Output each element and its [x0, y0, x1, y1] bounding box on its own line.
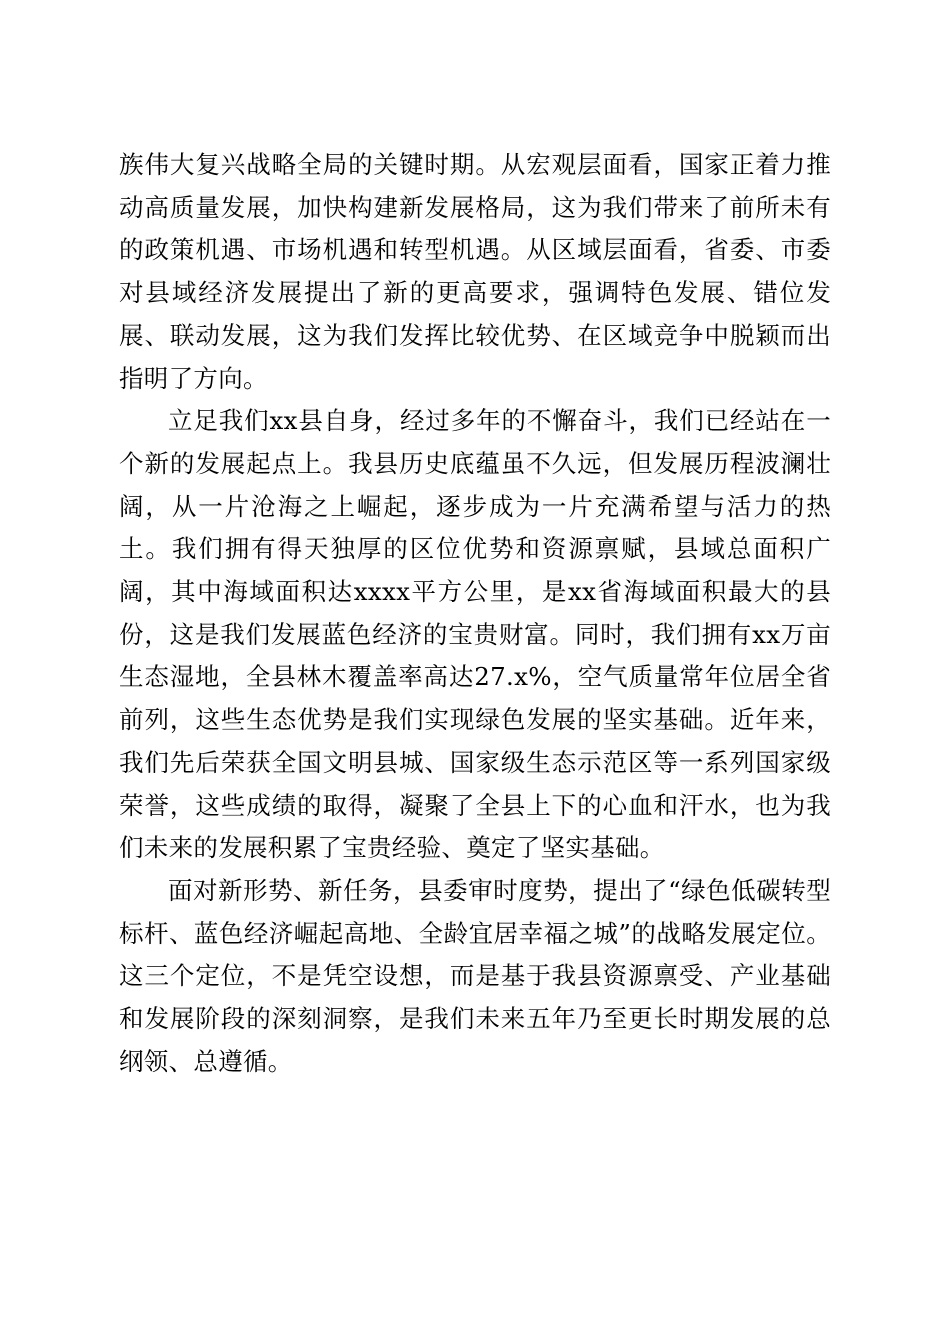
body-text: [119, 144, 831, 1083]
paragraph-county-overview: 立足我们xx县自身，经过多年的不懈奋斗，我们已经站在一个新的发展起点上。我县历史底蕴虽不久远，但发展历程波澜壮阔，从一片沧海之上崛起，逐步成为一片充满希望与活力的热土。我们拥有得天独厚的区位优势和资源禀赋，县域总面积广阔，其中海域面积达xxxx平方公里，是xx省海域面积最大的县份，这是我们发展蓝色经济的宝贵财富。同时，我们拥有xx万亩生态湿地，全县林木覆盖率高达27.x%，空气质量常年位居全省前列，这些生态优势是我们实现绿色发展的坚实基础。近年来，我们先后荣获全国文明县城、国家级生态示范区等一系列国家级荣誉，这些成绩的取得，凝聚了全县上下的心血和汗水，也为我们未来的发展积累了宝贵经验、奠定了坚实基础。: [119, 406, 831, 863]
paragraph-strategic-positioning: 面对新形势、新任务，县委审时度势，提出了“绿色低碳转型标杆、蓝色经济崛起高地、全龄宜居幸福之城”的战略发展定位。这三个定位，不是凭空设想，而是基于我县资源禀受、产业基础和发展阶段的深刻洞察，是我们未来五年乃至更长时期发展的总纲领、总遵循。: [119, 875, 831, 1076]
paragraph-continued: 族伟大复兴战略全局的关键时期。从宏观层面看，国家正着力推动高质量发展，加快构建新发展格局，这为我们带来了前所未有的政策机遇、市场机遇和转型机遇。从区域层面看，省委、市委对县域经济发展提出了新的更高要求，强调特色发展、错位发展、联动发展，这为我们发挥比较优势、在区域竞争中脱颖而出指明了方向。: [119, 150, 831, 393]
